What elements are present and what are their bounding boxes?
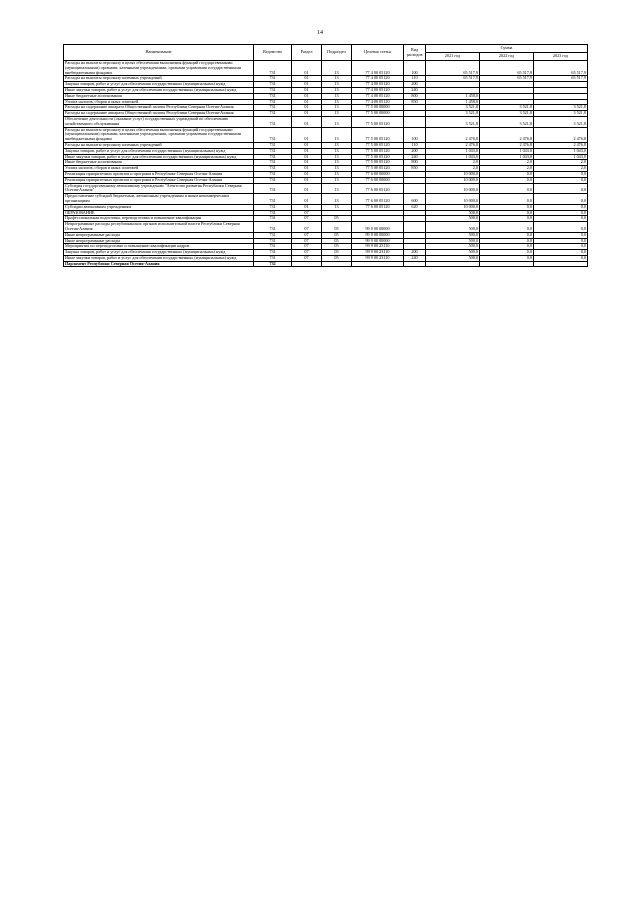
row-sum-2022-cell: 0,0	[480, 255, 534, 261]
row-podrazdel-cell: 05	[322, 255, 352, 261]
row-razdel-cell: 07	[292, 210, 322, 216]
row-sum-2022-cell: 0,0	[480, 210, 534, 216]
row-razdel-cell: 01	[292, 61, 322, 76]
row-sum-2022-cell: 3 521,8	[480, 105, 534, 111]
header-year-2021: 2021 год	[426, 53, 480, 61]
row-sum-2023-cell: 0,0	[534, 171, 588, 177]
row-razdel-cell: 01	[292, 204, 322, 210]
budget-table	[63, 44, 588, 267]
row-vid-rashodov-cell: 110	[404, 76, 426, 82]
row-razdel-cell: 01	[292, 99, 322, 105]
row-razdel-cell: 01	[292, 105, 322, 111]
row-name-cell: Субсидии автономным учреждениям	[64, 204, 254, 210]
row-razdel-cell: 01	[292, 171, 322, 177]
row-vedomstvo-cell: 731	[254, 255, 292, 261]
table-row	[64, 194, 588, 205]
row-sum-2022-cell: 0,0	[480, 177, 534, 183]
row-sum-2023-cell: 2 476,8	[534, 127, 588, 142]
row-razdel-cell: 01	[292, 177, 322, 183]
row-vedomstvo-cell: 731	[254, 166, 292, 172]
row-razdel-cell: 01	[292, 183, 322, 194]
row-vedomstvo-cell: 732	[254, 261, 292, 267]
row-name-cell: Иные закупки товаров, работ и услуг для обеспечения государственных (муниципальных) нужд	[64, 87, 254, 93]
row-vid-rashodov-cell: 100	[404, 61, 426, 76]
row-razdel-cell: 07	[292, 222, 322, 233]
row-celevaya-statya-cell: 77 5 00 00000	[352, 111, 404, 117]
row-sum-2022-cell: 0,0	[480, 244, 534, 250]
row-sum-2023-cell: 0,0	[534, 222, 588, 233]
row-name-cell: Иные закупки товаров, работ и услуг для обеспечения государственных (муниципальных) нужд	[64, 154, 254, 160]
row-celevaya-statya-cell: 77 4 00 05120	[352, 76, 404, 82]
row-sum-2022-cell: 3 521,8	[480, 111, 534, 117]
header-vedomstvo: Ведомство	[254, 45, 292, 61]
row-razdel-cell: 07	[292, 255, 322, 261]
row-sum-2023-cell: 0,0	[534, 204, 588, 210]
row-razdel-cell: 01	[292, 87, 322, 93]
row-sum-2022-cell: 3 521,8	[480, 116, 534, 127]
row-razdel-cell: 07	[292, 232, 322, 238]
header-year-2023: 2023 год	[534, 53, 588, 61]
row-vedomstvo-cell: 731	[254, 160, 292, 166]
row-vid-rashodov-cell: 200	[404, 250, 426, 256]
row-vedomstvo-cell: 731	[254, 194, 292, 205]
table-row	[64, 127, 588, 142]
row-sum-2022-cell: 1 043,0	[480, 148, 534, 154]
row-razdel-cell: 07	[292, 250, 322, 256]
row-podrazdel-cell: 13	[322, 105, 352, 111]
row-name-cell: Профессиональная подготовка, переподготовка и повышение квалификации	[64, 216, 254, 222]
row-sum-2022-cell: 65 517,9	[480, 61, 534, 76]
row-razdel-cell	[292, 261, 322, 267]
row-razdel-cell: 01	[292, 166, 322, 172]
table-row	[64, 222, 588, 233]
row-celevaya-statya-cell: 99 0 00 00000	[352, 222, 404, 233]
row-name-cell: Расходы на выплаты персоналу в целях обеспечения выполнения функций государственными (муниципальными) органами, казенными учреждениями, органами управления государственными внебюджетными фондами	[64, 127, 254, 142]
row-sum-2021-cell: 500,0	[426, 250, 480, 256]
row-vedomstvo-cell: 731	[254, 87, 292, 93]
row-celevaya-statya-cell: 77 5 00 05120	[352, 127, 404, 142]
row-razdel-cell: 07	[292, 244, 322, 250]
row-vedomstvo-cell: 731	[254, 61, 292, 76]
row-vedomstvo-cell: 731	[254, 111, 292, 117]
header-summa: Сумма	[426, 45, 588, 53]
row-podrazdel-cell: 05	[322, 216, 352, 222]
row-sum-2021-cell: 2,0	[426, 166, 480, 172]
row-vid-rashodov-cell: 620	[404, 204, 426, 210]
row-sum-2021-cell: 1 043,0	[426, 154, 480, 160]
row-sum-2023-cell: 0,0	[534, 255, 588, 261]
row-sum-2022-cell: 2,0	[480, 160, 534, 166]
row-sum-2022-cell: 65 517,9	[480, 76, 534, 82]
row-vid-rashodov-cell: 800	[404, 93, 426, 99]
row-sum-2023-cell: 3 521,8	[534, 116, 588, 127]
row-razdel-cell: 01	[292, 154, 322, 160]
row-sum-2023-cell: 3 521,8	[534, 105, 588, 111]
header-podrazdel: Подраздел	[322, 45, 352, 61]
row-sum-2021-cell: 500,0	[426, 216, 480, 222]
header-vid-rashodov: Вид расходов	[404, 45, 426, 61]
row-vid-rashodov-cell: 240	[404, 87, 426, 93]
row-sum-2023-cell: 0,0	[534, 238, 588, 244]
row-podrazdel-cell: 05	[322, 238, 352, 244]
row-vedomstvo-cell: 731	[254, 82, 292, 88]
row-vedomstvo-cell: 731	[254, 177, 292, 183]
row-sum-2023-cell: 0,0	[534, 183, 588, 194]
row-celevaya-statya-cell: 77 5 00 05120	[352, 166, 404, 172]
row-podrazdel-cell: 13	[322, 204, 352, 210]
table-row	[64, 261, 588, 267]
row-sum-2022-cell: 0,0	[480, 171, 534, 177]
row-sum-2021-cell: 3 521,8	[426, 116, 480, 127]
row-vedomstvo-cell: 731	[254, 93, 292, 99]
row-sum-2021-cell: 65 517,9	[426, 76, 480, 82]
header-name: Наименование	[64, 45, 254, 61]
row-name-cell: Непрограммные расходы республиканских органов исполнительной власти Республики Северная Осетия-Алания	[64, 222, 254, 233]
row-podrazdel-cell: 13	[322, 171, 352, 177]
row-name-cell: Расходы на выплаты персоналу в целях обеспечения выполнения функций государственными (муниципальными) органами, казенными учреждениями, органами управления государственными внебюджетными фондами	[64, 61, 254, 76]
row-vedomstvo-cell: 731	[254, 222, 292, 233]
row-name-cell: Реализация приоритетных проектов и программ в Республике Северная Осетия-Алания	[64, 177, 254, 183]
row-razdel-cell: 07	[292, 238, 322, 244]
row-vid-rashodov-cell: 600	[404, 194, 426, 205]
row-sum-2023-cell: 3 521,8	[534, 111, 588, 117]
header-row	[64, 45, 588, 53]
row-celevaya-statya-cell: 99 9 00 23110	[352, 250, 404, 256]
row-razdel-cell: 01	[292, 93, 322, 99]
row-podrazdel-cell: 13	[322, 116, 352, 127]
row-podrazdel-cell: 13	[322, 183, 352, 194]
row-sum-2022-cell: 0,0	[480, 183, 534, 194]
row-name-cell: Субсидия государственному автономному учреждению "Агентство развития Республики Северная Осетия-Алания"	[64, 183, 254, 194]
row-podrazdel-cell: 13	[322, 154, 352, 160]
row-razdel-cell: 01	[292, 148, 322, 154]
row-name-cell: ОБРАЗОВАНИЕ	[64, 210, 254, 216]
row-celevaya-statya-cell: 99 9 00 23110	[352, 255, 404, 261]
row-vid-rashodov-cell: 240	[404, 154, 426, 160]
row-celevaya-statya-cell: 99 9 00 23110	[352, 244, 404, 250]
row-sum-2023-cell: 2 476,8	[534, 142, 588, 148]
row-sum-2022-cell: 2 476,8	[480, 127, 534, 142]
row-name-cell: Реализация приоритетных проектов и программ в Республике Северная Осетия-Алания	[64, 171, 254, 177]
row-celevaya-statya-cell: 77 6 00 00000	[352, 177, 404, 183]
row-vedomstvo-cell: 731	[254, 204, 292, 210]
row-podrazdel-cell: 13	[322, 111, 352, 117]
row-vedomstvo-cell: 731	[254, 171, 292, 177]
table-row	[64, 61, 588, 76]
row-sum-2021-cell: 500,0	[426, 222, 480, 233]
row-celevaya-statya-cell: 77 5 00 05120	[352, 116, 404, 127]
row-vedomstvo-cell: 731	[254, 105, 292, 111]
row-name-cell: Иные закупки товаров, работ и услуг для обеспечения государственных (муниципальных) нужд	[64, 255, 254, 261]
row-vedomstvo-cell: 731	[254, 154, 292, 160]
row-sum-2022-cell: 2 476,8	[480, 142, 534, 148]
row-sum-2021-cell: 2 476,8	[426, 142, 480, 148]
row-razdel-cell: 01	[292, 82, 322, 88]
row-name-cell: Закупка товаров, работ и услуг для обеспечения государственных (муниципальных) нужд	[64, 250, 254, 256]
row-podrazdel-cell: 13	[322, 194, 352, 205]
row-sum-2023-cell: 1 043,0	[534, 148, 588, 154]
row-vid-rashodov-cell: 240	[404, 255, 426, 261]
row-razdel-cell: 01	[292, 142, 322, 148]
row-vedomstvo-cell: 731	[254, 244, 292, 250]
row-sum-2021-cell: 500,0	[426, 210, 480, 216]
row-celevaya-statya-cell: 77 4 00 05120	[352, 93, 404, 99]
row-celevaya-statya-cell: 77 5 00 05120	[352, 148, 404, 154]
row-sum-2022-cell: 0,0	[480, 238, 534, 244]
row-sum-2021-cell: 10 000,0	[426, 171, 480, 177]
row-podrazdel-cell	[322, 261, 352, 267]
row-name-cell: Закупка товаров, работ и услуг для обеспечения государственных (муниципальных) нужд	[64, 148, 254, 154]
row-sum-2023-cell: 0,0	[534, 194, 588, 205]
row-podrazdel-cell: 13	[322, 93, 352, 99]
row-podrazdel-cell: 05	[322, 222, 352, 233]
row-sum-2021-cell: 2,0	[426, 160, 480, 166]
row-sum-2021-cell: 1 458,0	[426, 93, 480, 99]
row-razdel-cell: 01	[292, 111, 322, 117]
table-row	[64, 183, 588, 194]
row-sum-2022-cell: 0,0	[480, 204, 534, 210]
row-vedomstvo-cell: 731	[254, 183, 292, 194]
row-sum-2023-cell: 0,0	[534, 244, 588, 250]
row-podrazdel-cell: 13	[322, 142, 352, 148]
row-celevaya-statya-cell: 77 4 00 05120	[352, 61, 404, 76]
row-podrazdel-cell: 05	[322, 232, 352, 238]
header-razdel: Раздел	[292, 45, 322, 61]
row-name-cell: Иные бюджетные ассигнования	[64, 93, 254, 99]
row-celevaya-statya-cell: 77 4 00 05120	[352, 99, 404, 105]
row-vid-rashodov-cell	[404, 116, 426, 127]
row-podrazdel-cell: 13	[322, 127, 352, 142]
row-celevaya-statya-cell: 77 6 00 05120	[352, 183, 404, 194]
row-name-cell: Расходы на содержание аппарата Общественной палаты Республики Северная Осетия-Алания	[64, 111, 254, 117]
row-celevaya-statya-cell	[352, 261, 404, 267]
row-vedomstvo-cell: 731	[254, 127, 292, 142]
row-celevaya-statya-cell: 99 9 00 00000	[352, 232, 404, 238]
row-sum-2022-cell: 0,0	[480, 232, 534, 238]
row-name-cell: Расходы на содержание аппарата Общественной палаты Республики Северная Осетия-Алания	[64, 105, 254, 111]
row-vid-rashodov-cell	[404, 183, 426, 194]
row-celevaya-statya-cell: 77 5 00 05120	[352, 160, 404, 166]
row-sum-2022-cell: 0,0	[480, 216, 534, 222]
row-sum-2023-cell: 65 517,9	[534, 61, 588, 76]
row-sum-2021-cell: 500,0	[426, 238, 480, 244]
row-sum-2023-cell: 2,0	[534, 160, 588, 166]
row-vid-rashodov-cell: 850	[404, 166, 426, 172]
row-name-cell: Иные непрограммные расходы	[64, 232, 254, 238]
row-celevaya-statya-cell: 77 6 00 00000	[352, 171, 404, 177]
row-name-cell: Расходы на выплаты персоналу казенных учреждений	[64, 142, 254, 148]
row-name-cell: Обеспечение деятельности (оказание услуг) государственных учреждений по обеспечению хозяйственного обслуживания	[64, 116, 254, 127]
row-podrazdel-cell: 13	[322, 177, 352, 183]
row-vid-rashodov-cell: 850	[404, 99, 426, 105]
row-sum-2022-cell	[480, 261, 534, 267]
row-celevaya-statya-cell: 77 6 00 05120	[352, 204, 404, 210]
table-row	[64, 116, 588, 127]
row-celevaya-statya-cell: 77 5 00 05120	[352, 154, 404, 160]
row-razdel-cell: 01	[292, 127, 322, 142]
row-vedomstvo-cell: 731	[254, 238, 292, 244]
row-sum-2023-cell: 0,0	[534, 232, 588, 238]
row-sum-2023-cell: 0,0	[534, 216, 588, 222]
row-name-cell: Иные непрограммные расходы	[64, 238, 254, 244]
row-name-cell: Иные бюджетные ассигнования	[64, 160, 254, 166]
row-vedomstvo-cell: 731	[254, 99, 292, 105]
row-sum-2022-cell: 0,0	[480, 250, 534, 256]
row-name-cell: Мероприятия по переподготовке и повышению квалификации кадров	[64, 244, 254, 250]
row-vedomstvo-cell: 731	[254, 232, 292, 238]
row-podrazdel-cell: 13	[322, 148, 352, 154]
row-razdel-cell: 01	[292, 116, 322, 127]
row-podrazdel-cell: 13	[322, 166, 352, 172]
row-razdel-cell: 01	[292, 76, 322, 82]
row-sum-2021-cell: 500,0	[426, 244, 480, 250]
row-name-cell: Уплата налогов, сборов и иных платежей	[64, 99, 254, 105]
row-sum-2021-cell: 2 476,8	[426, 127, 480, 142]
row-sum-2023-cell: 65 517,9	[534, 76, 588, 82]
row-vid-rashodov-cell	[404, 261, 426, 267]
row-vedomstvo-cell: 731	[254, 116, 292, 127]
row-celevaya-statya-cell: 77 6 00 05120	[352, 194, 404, 205]
row-sum-2021-cell: 1 458,0	[426, 99, 480, 105]
row-celevaya-statya-cell: 77 5 00 05120	[352, 142, 404, 148]
page-number: 14	[317, 30, 323, 36]
row-vid-rashodov-cell: 110	[404, 142, 426, 148]
row-sum-2021-cell: 65 517,9	[426, 61, 480, 76]
row-sum-2021-cell: 10 000,0	[426, 194, 480, 205]
row-vid-rashodov-cell: 200	[404, 148, 426, 154]
row-vedomstvo-cell: 731	[254, 250, 292, 256]
row-name-cell: Предоставление субсидий бюджетным, автономным учреждениям и иным некоммерческим организациям	[64, 194, 254, 205]
row-podrazdel-cell: 13	[322, 82, 352, 88]
row-celevaya-statya-cell: 77 5 00 00000	[352, 105, 404, 111]
row-podrazdel-cell: 13	[322, 61, 352, 76]
row-podrazdel-cell: 05	[322, 250, 352, 256]
row-sum-2023-cell: 2,0	[534, 166, 588, 172]
row-sum-2022-cell: 0,0	[480, 194, 534, 205]
row-sum-2021-cell: 1 043,0	[426, 148, 480, 154]
row-razdel-cell: 01	[292, 194, 322, 205]
row-name-cell: Парламент Республики Северная Осетия-Алания	[64, 261, 254, 267]
row-vedomstvo-cell: 731	[254, 76, 292, 82]
row-celevaya-statya-cell: 77 4 00 05120	[352, 82, 404, 88]
row-vedomstvo-cell: 731	[254, 210, 292, 216]
row-podrazdel-cell: 13	[322, 87, 352, 93]
row-razdel-cell: 07	[292, 216, 322, 222]
row-podrazdel-cell: 05	[322, 244, 352, 250]
row-sum-2021-cell: 3 521,8	[426, 111, 480, 117]
row-sum-2021-cell	[426, 261, 480, 267]
row-sum-2021-cell: 10 000,0	[426, 183, 480, 194]
row-sum-2023-cell: 0,0	[534, 210, 588, 216]
header-year-2022: 2022 год	[480, 53, 534, 61]
row-sum-2022-cell: 0,0	[480, 222, 534, 233]
row-sum-2023-cell: 0,0	[534, 250, 588, 256]
row-vid-rashodov-cell: 100	[404, 127, 426, 142]
row-name-cell: Закупка товаров, работ и услуг для обеспечения государственных (муниципальных) нужд	[64, 82, 254, 88]
row-razdel-cell: 01	[292, 160, 322, 166]
row-sum-2023-cell: 0,0	[534, 177, 588, 183]
row-sum-2021-cell: 500,0	[426, 232, 480, 238]
row-sum-2023-cell: 1 043,0	[534, 154, 588, 160]
row-sum-2021-cell: 10 000,0	[426, 204, 480, 210]
row-vid-rashodov-cell: 800	[404, 160, 426, 166]
row-vid-rashodov-cell	[404, 222, 426, 233]
row-sum-2021-cell: 500,0	[426, 255, 480, 261]
row-name-cell: Уплата налогов, сборов и иных платежей	[64, 166, 254, 172]
row-podrazdel-cell: 13	[322, 160, 352, 166]
row-sum-2021-cell: 10 000,0	[426, 177, 480, 183]
row-celevaya-statya-cell: 99 9 00 00000	[352, 238, 404, 244]
row-sum-2023-cell	[534, 261, 588, 267]
row-sum-2022-cell: 2,0	[480, 166, 534, 172]
row-vedomstvo-cell: 731	[254, 216, 292, 222]
row-vedomstvo-cell: 731	[254, 142, 292, 148]
header-celevaya-statya: Целевая статья	[352, 45, 404, 61]
row-sum-2022-cell: 1 043,0	[480, 154, 534, 160]
row-name-cell: Расходы на выплаты персоналу казенных учреждений	[64, 76, 254, 82]
row-celevaya-statya-cell: 77 4 00 05120	[352, 87, 404, 93]
row-vedomstvo-cell: 731	[254, 148, 292, 154]
table-body	[64, 61, 588, 267]
row-vid-rashodov-cell: 200	[404, 82, 426, 88]
row-podrazdel-cell: 13	[322, 99, 352, 105]
row-sum-2021-cell: 3 521,8	[426, 105, 480, 111]
row-podrazdel-cell: 13	[322, 76, 352, 82]
